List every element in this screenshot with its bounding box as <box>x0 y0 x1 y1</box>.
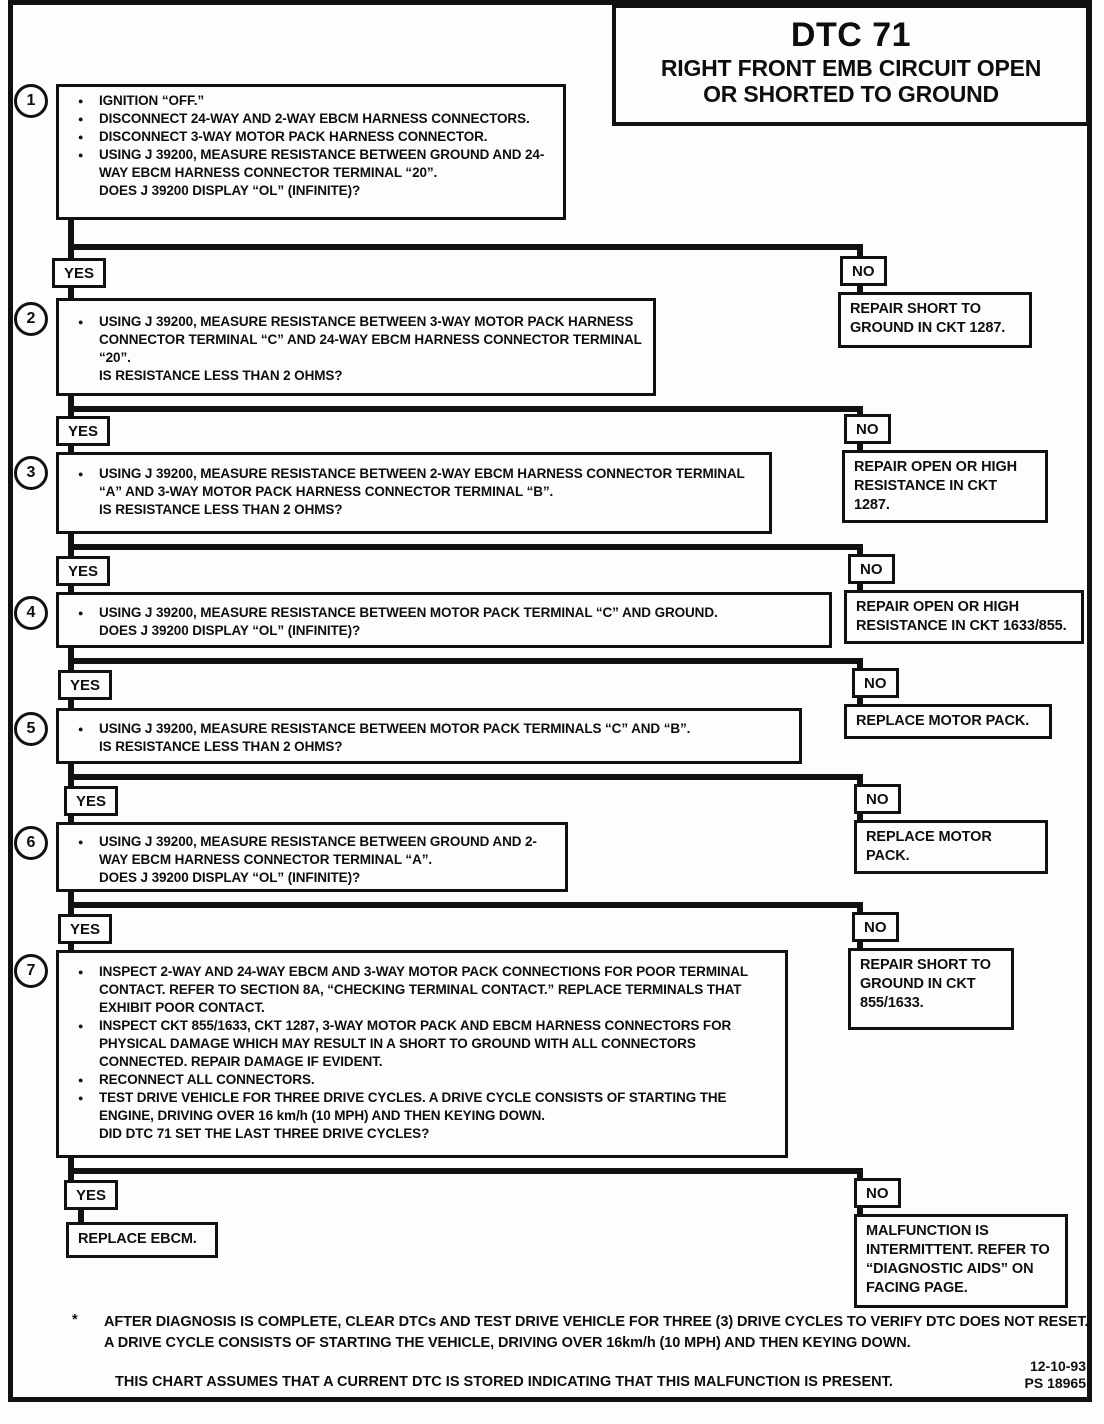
footer-doc-number: PS 18965 <box>1024 1375 1086 1391</box>
yes-box-7: YES <box>64 1180 118 1210</box>
step-7-question: DID DTC 71 SET THE LAST THREE DRIVE CYCLES? <box>99 1126 430 1141</box>
no-action-2: REPAIR OPEN OR HIGH RESISTANCE IN CKT 1287. <box>842 450 1048 523</box>
step-7-box <box>56 950 788 1158</box>
bullet-item <box>71 128 555 146</box>
no-action-4: REPLACE MOTOR PACK. <box>844 704 1052 739</box>
no-box-2: NO <box>844 414 891 444</box>
bullet-icon: ● <box>78 132 84 142</box>
connector-line <box>68 658 863 664</box>
no-action-1: REPAIR SHORT TO GROUND IN CKT 1287. <box>838 292 1032 348</box>
no-box-1: NO <box>840 256 887 286</box>
step-6-number: 6 <box>14 826 48 860</box>
bullet-item <box>71 1089 777 1125</box>
connector-line <box>68 534 74 544</box>
bullet-icon: ● <box>78 150 84 160</box>
connector-line <box>68 1168 863 1174</box>
no-box-3: NO <box>848 554 895 584</box>
bullet-icon: ● <box>78 724 84 734</box>
bullet-item <box>71 720 791 738</box>
chart-title-line2: OR SHORTED TO GROUND <box>703 81 999 107</box>
bullet-item <box>71 146 555 182</box>
step-1-number: 1 <box>14 84 48 118</box>
yes-box-4: YES <box>58 670 112 700</box>
dtc-code: DTC 71 <box>790 16 912 54</box>
bullet-item <box>71 604 821 622</box>
footnote-text: AFTER DIAGNOSIS IS COMPLETE, CLEAR DTCs AND TEST DRIVE VEHICLE FOR THREE (3) DRIVE CYCLES TO VERIFY DTC DOES NOT RESET. A DRIVE CYCLE CONSISTS OF STARTING THE VEHICLE, DRIVING OVER 16km/h (10 MPH) AND THEN KEYING DOWN. <box>104 1314 1089 1351</box>
connector-line <box>68 396 74 406</box>
step-2-box <box>56 298 656 396</box>
no-action-7: MALFUNCTION IS INTERMITTENT. REFER TO “DIAGNOSTIC AIDS” ON FACING PAGE. <box>854 1214 1068 1308</box>
footer-date: 12-10-93 <box>1029 1358 1086 1374</box>
bullet-text: RECONNECT ALL CONNECTORS. <box>99 1072 315 1087</box>
step-3-box <box>56 452 772 534</box>
bullet-text: USING J 39200, MEASURE RESISTANCE BETWEEN GROUND AND 24-WAY EBCM HARNESS CONNECTOR TERMINAL “20”. <box>99 147 545 180</box>
bullet-item <box>71 963 777 1017</box>
yes-box-1: YES <box>52 258 106 288</box>
step-1-question: DOES J 39200 DISPLAY “OL” (INFINITE)? <box>99 183 361 198</box>
step-5-question: IS RESISTANCE LESS THAN 2 OHMS? <box>99 739 343 754</box>
bullet-icon: ● <box>78 1021 84 1031</box>
footnote-marker: * <box>72 1312 78 1328</box>
step-2-question: IS RESISTANCE LESS THAN 2 OHMS? <box>99 368 343 383</box>
bullet-text: USING J 39200, MEASURE RESISTANCE BETWEEN MOTOR PACK TERMINALS “C” AND “B”. <box>99 721 691 736</box>
step-4-box <box>56 592 832 648</box>
connector-line <box>68 892 74 902</box>
bullet-icon: ● <box>78 608 84 618</box>
step-5-box <box>56 708 802 764</box>
bullet-item <box>71 1017 777 1071</box>
bullet-text: USING J 39200, MEASURE RESISTANCE BETWEEN 2-WAY EBCM HARNESS CONNECTOR TERMINAL “A” AND 3-WAY MOTOR PACK HARNESS CONNECTOR TERMINAL “B”. <box>99 466 745 499</box>
bullet-text: TEST DRIVE VEHICLE FOR THREE DRIVE CYCLES. A DRIVE CYCLE CONSISTS OF STARTING THE ENGINE, DRIVING OVER 16 km/h (10 MPH) AND THEN KEYING DOWN. <box>99 1090 727 1123</box>
connector-line <box>68 288 74 298</box>
connector-line <box>68 902 863 908</box>
bullet-icon: ● <box>78 469 84 479</box>
step-3-number: 3 <box>14 456 48 490</box>
step-4-number: 4 <box>14 596 48 630</box>
yes-final-action: REPLACE EBCM. <box>66 1222 218 1258</box>
connector-line <box>68 648 74 658</box>
bullet-text: DISCONNECT 24-WAY AND 2-WAY EBCM HARNESS CONNECTORS. <box>99 111 530 126</box>
connector-line <box>68 544 863 550</box>
yes-box-5: YES <box>64 786 118 816</box>
bullet-item <box>71 465 761 501</box>
step-4-question: DOES J 39200 DISPLAY “OL” (INFINITE)? <box>99 623 361 638</box>
bullet-text: DISCONNECT 3-WAY MOTOR PACK HARNESS CONNECTOR. <box>99 129 488 144</box>
bullet-icon: ● <box>78 317 84 327</box>
step-3-question: IS RESISTANCE LESS THAN 2 OHMS? <box>99 502 343 517</box>
bullet-text: USING J 39200, MEASURE RESISTANCE BETWEEN 3-WAY MOTOR PACK HARNESS CONNECTOR TERMINAL “C” AND 24-WAY EBCM HARNESS CONNECTOR TERMINAL “20”. <box>99 314 642 365</box>
yes-box-6: YES <box>58 914 112 944</box>
step-7-number: 7 <box>14 954 48 988</box>
no-action-6: REPAIR SHORT TO GROUND IN CKT 855/1633. <box>848 948 1014 1030</box>
bullet-item <box>71 92 555 110</box>
yes-box-3: YES <box>56 556 110 586</box>
no-action-5: REPLACE MOTOR PACK. <box>854 820 1048 874</box>
bullet-icon: ● <box>78 837 84 847</box>
no-box-5: NO <box>854 784 901 814</box>
bullet-item <box>71 1071 777 1089</box>
bullet-icon: ● <box>78 1075 84 1085</box>
step-1-box <box>56 84 566 220</box>
connector-line <box>68 250 74 258</box>
bullet-text: IGNITION “OFF.” <box>99 93 204 108</box>
no-action-3: REPAIR OPEN OR HIGH RESISTANCE IN CKT 1633/855. <box>844 590 1084 644</box>
title-box <box>612 4 1090 126</box>
bullet-item <box>71 313 645 367</box>
step-5-number: 5 <box>14 712 48 746</box>
step-6-box <box>56 822 568 892</box>
connector-line <box>68 406 863 412</box>
step-6-question: DOES J 39200 DISPLAY “OL” (INFINITE)? <box>99 870 361 885</box>
step-2-number: 2 <box>14 302 48 336</box>
bullet-icon: ● <box>78 1093 84 1103</box>
connector-line <box>68 244 863 250</box>
bullet-text: INSPECT 2-WAY AND 24-WAY EBCM AND 3-WAY MOTOR PACK CONNECTIONS FOR POOR TERMINAL CONTACT. REFER TO SECTION 8A, “CHECKING TERMINAL CONTACT.” REPLACE TERMINALS THAT EXHIBIT POOR CONTACT. <box>99 964 748 1015</box>
no-box-7: NO <box>854 1178 901 1208</box>
bullet-item <box>71 110 555 128</box>
yes-box-2: YES <box>56 416 110 446</box>
footer-assumption: THIS CHART ASSUMES THAT A CURRENT DTC IS STORED INDICATING THAT THIS MALFUNCTION IS PRESENT. <box>115 1374 893 1390</box>
bullet-icon: ● <box>78 967 84 977</box>
connector-line <box>68 700 74 708</box>
connector-line <box>78 1210 84 1222</box>
bullet-item <box>71 833 557 869</box>
bullet-text: INSPECT CKT 855/1633, CKT 1287, 3-WAY MOTOR PACK AND EBCM HARNESS CONNECTORS FOR PHYSICAL DAMAGE WHICH MAY RESULT IN A SHORT TO GROUND WITH ALL CONNECTORS CONNECTED. REPAIR DAMAGE IF EVIDENT. <box>99 1018 732 1069</box>
bullet-text: USING J 39200, MEASURE RESISTANCE BETWEEN MOTOR PACK TERMINAL “C” AND GROUND. <box>99 605 718 620</box>
bullet-text: USING J 39200, MEASURE RESISTANCE BETWEEN GROUND AND 2-WAY EBCM HARNESS CONNECTOR TERMINAL “A”. <box>99 834 537 867</box>
bullet-icon: ● <box>78 114 84 124</box>
connector-line <box>68 764 74 774</box>
bullet-icon: ● <box>78 96 84 106</box>
no-box-4: NO <box>852 668 899 698</box>
connector-line <box>68 1158 74 1168</box>
chart-title-line1: RIGHT FRONT EMB CIRCUIT OPEN <box>660 55 1042 81</box>
no-box-6: NO <box>852 912 899 942</box>
connector-line <box>68 774 863 780</box>
connector-line <box>68 220 74 244</box>
